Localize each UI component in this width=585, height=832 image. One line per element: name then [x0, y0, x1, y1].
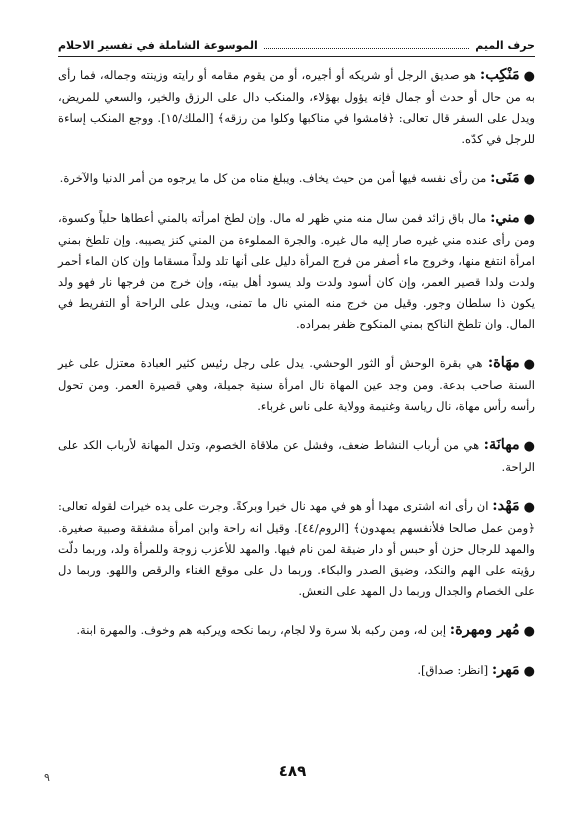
bullet-icon: ●: [523, 439, 535, 454]
entry-text: إبن له، ومن ركبه بلا سرة ولا لجام، ربما نكحه ويركبه هم وخوف. والمهرة ابنة.: [76, 623, 450, 637]
entry-text: [انظر: صداق].: [417, 663, 492, 677]
entry-term: مهانَة:: [483, 436, 520, 453]
bullet-icon: ●: [523, 624, 535, 639]
entry-term: مهَاة:: [487, 354, 520, 371]
running-header: [58, 34, 535, 52]
entry-term: مُهر ومهرة:: [449, 621, 520, 638]
bullet-icon: ●: [523, 357, 535, 372]
entry-text: مال باق زائد فمن سال منه مني ظهر له مال. وإن لطخ امرأته بالمني أعطاها حلياً وكسوة، ومن رأى عنده مني غيره صار إليه مال غيره. والجرة المملوءة من المني كنز يصيبه. وإن تلطخ بمني امرأة انتفع منها، وخروج ماء أصفر من فرج المرأة دليل على أنها تلد ولداً مسقاما وإن كان الماء أحمر ولدت ولدا قصير العمر، وإن كان أسود ولدت ولد يسود أهل بيته، وإن خرج من فرجها نار فهو ولد يكون ذا سلطان وجور. وقيل من خرج منه المني نال ما تمنى، ويدل على الراحة أو التفريط في المال. وان تلطخ الناكح بمني المنكوح ظفر بمراده.: [58, 211, 535, 331]
entry-term: مَهْد:: [492, 497, 520, 514]
bullet-icon: ●: [523, 212, 535, 227]
entry-mana: [58, 167, 535, 190]
dictionary-entries: [58, 64, 535, 699]
entry-muhr: [58, 619, 535, 642]
bullet-icon: ●: [523, 172, 535, 187]
entry-text: هي من أرباب النشاط ضعف، وفشل عن ملاقاة الخصوم، وتدل المهانة لأرباب الكد على الراحة.: [58, 438, 535, 474]
bullet-icon: ●: [523, 69, 535, 84]
entry-mahana: [58, 434, 535, 478]
entry-text: هي بقرة الوحش أو الثور الوحشي. يدل على رجل رئيس كثير العبادة معتزل على غير السنة صاحب بدعة. ومن وجد عين المهاة نال امرأة سنية جميلة، وهي قصيرة العمر. ومن تحول رأسه رأس مهاة، نال رياسة وغنيمة وولاية على ناس غرباء.: [58, 356, 535, 413]
book-title: الموسوعة الشاملة في تفسير الاحلام: [58, 39, 258, 52]
header-dot-leader: [264, 48, 469, 49]
entry-term: مني:: [490, 209, 520, 226]
entry-mahr: [58, 659, 535, 682]
entry-term: مَنْكِب:: [479, 66, 520, 83]
entry-text: من رأى نفسه فيها أمن من حيث يخاف. ويبلغ مناه من كل ما يرجوه من أمر الدنيا والآخرة.: [59, 171, 491, 185]
bullet-icon: ●: [523, 664, 535, 679]
entry-mahat: [58, 352, 535, 417]
entry-mani: [58, 207, 535, 335]
chapter-title: حرف الميم: [475, 39, 535, 52]
entry-mahd: [58, 495, 535, 602]
entry-text: ان رأى انه اشترى مهدا أو هو في مهد نال خيرا وبركةً. وجرت على يده خيرات لقوله تعالى: ﴿ومن عمل صالحا فلأنفسهم يمهدون﴾ [الروم/٤٤]. وقيل انه راحة وابن امرأة مشفقة وصبية صغيرة. والمهد للرجال حزن أو حبس أو دار ضيقة لمن نام فيها. والمهد للأعزب زوجة وللمرأة ولد، وربما دلّت رؤيته على الهم والنكد، وضيق الصدر والبكاء. وربما دل على موقع الغناء والرقص واللهو. وربما دل على الخصام والجدال وربما دل المهد على النعش.: [58, 499, 535, 598]
margin-mark: ٩: [44, 771, 50, 784]
entry-term: مَنَى:: [490, 169, 520, 186]
entry-term: مَهر:: [491, 661, 520, 678]
header-rule: [58, 56, 535, 57]
bullet-icon: ●: [523, 500, 535, 515]
entry-text: هو صديق الرجل أو شريكه أو أجيره، أو من يقوم مقامه أو رايته وزينته وجماله، فما رأى به من حال أو حدث أو جمال فإنه يؤول بهؤلاء، والمنكب دال على الرزق والخير، والسعي للمريض، ويدل على السفر قال تعالى: ﴿فامشوا في مناكبها وكلوا من رزقه﴾ [الملك/١٥]. ووجع المنكب إساءة للرجل في كدّه.: [58, 68, 535, 146]
entry-mankib: [58, 64, 535, 150]
page-number: ٤٨٩: [278, 762, 307, 780]
